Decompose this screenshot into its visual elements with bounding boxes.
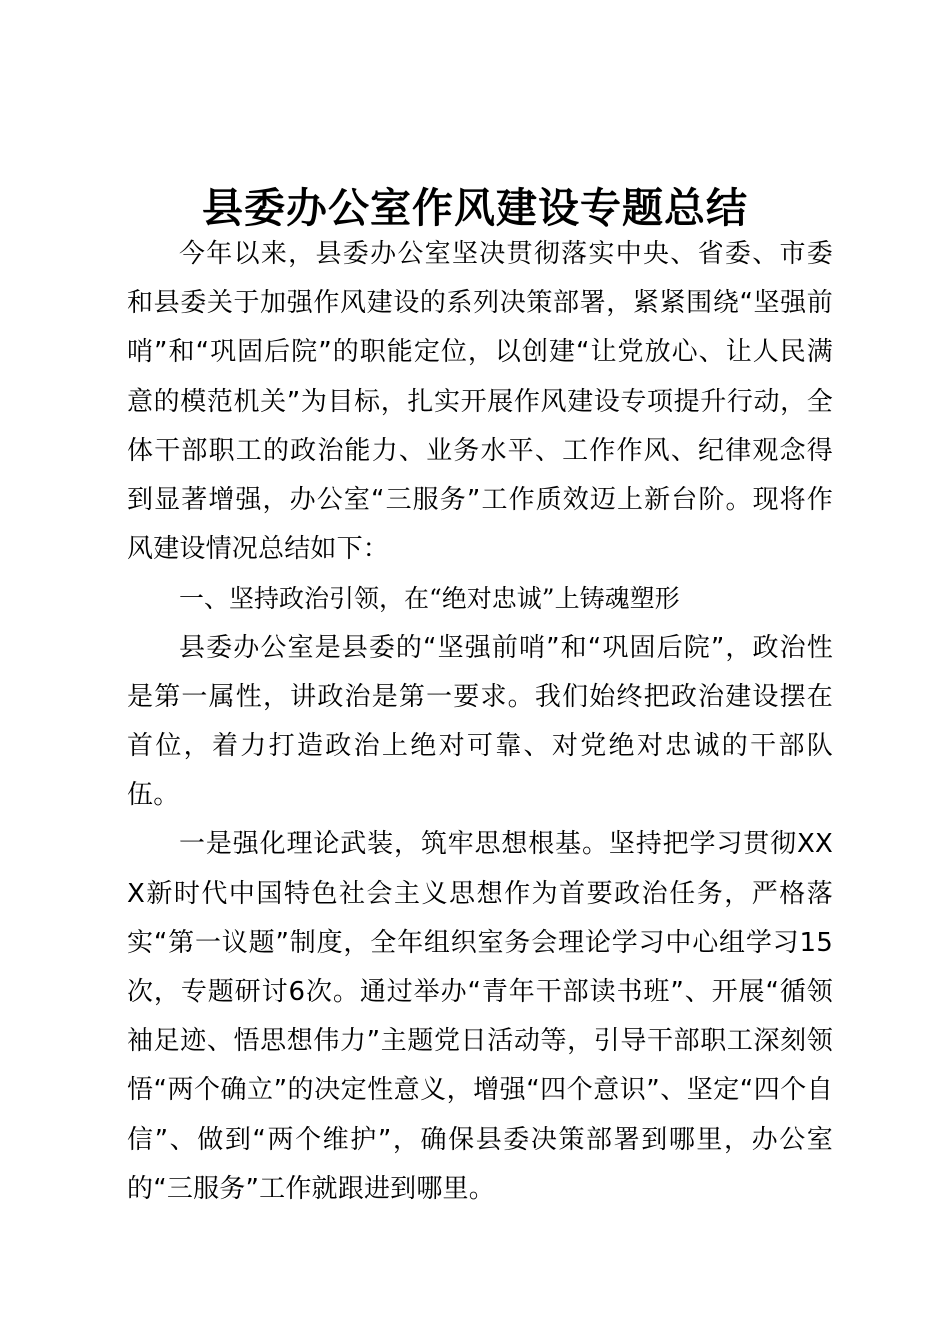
document-title: 县委办公室作风建设专题总结 xyxy=(202,184,748,232)
intro-paragraph: 今年以来，县委办公室坚决贯彻落实中央、省委、市委和县委关于加强作风建设的系列决策部署，紧紧围绕“坚强前哨”和“巩固后院”的职能定位，以创建“让党放心、让人民满意的模范机关”为目标，扎实开展作风建设专项提升行动，全体干部职工的政治能力、业务水平、工作作风、纪律观念得到显著增强，办公室“三服务”工作质效迈上新台阶。现将作风建设情况总结如下： xyxy=(127,239,833,565)
point-1-paragraph: 一是强化理论武装，筑牢思想根基。坚持把学习贯彻XXX新时代中国特色社会主义思想作为首要政治任务，严格落实“第一议题”制度，全年组织室务会理论学习中心组学习15次，专题研讨6次。通过举办“青年干部读书班”、开展“循领袖足迹、悟思想伟力”主题党日活动等，引导干部职工深刻领悟“两个确立”的决定性意义，增强“四个意识”、坚定“四个自信”、做到“两个维护”，确保县委决策部署到哪里，办公室的“三服务”工作就跟进到哪里。 xyxy=(127,829,833,1204)
document-body xyxy=(127,230,833,1214)
section-1-paragraph: 县委办公室是县委的“坚强前哨”和“巩固后院”，政治性是第一属性，讲政治是第一要求。我们始终把政治建设摆在首位，着力打造政治上绝对可靠、对党绝对忠诚的干部队伍。 xyxy=(127,632,833,811)
section-heading-1: 一、坚持政治引领，在“绝对忠诚”上铸魂塑形 xyxy=(179,584,680,614)
